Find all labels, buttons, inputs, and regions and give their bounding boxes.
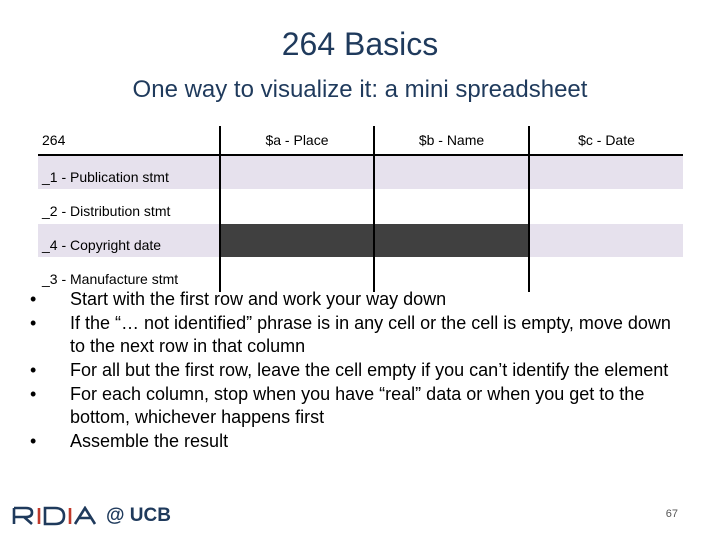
table-cell [374,190,529,224]
row-label: _3 - Manufacture stmt [42,271,179,287]
table-cell [529,258,683,292]
table-cell-blocked [374,224,529,258]
table-row [38,258,683,292]
list-item [28,288,688,311]
table-row [38,155,683,190]
table-cell [529,155,683,190]
list-item [28,383,688,429]
list-item [28,359,688,382]
row-label: _4 - Copyright date [38,224,220,258]
mini-spreadsheet [38,126,683,292]
header-264: 264 [38,126,220,155]
bullet-icon: • [30,431,37,451]
bullet-icon: • [30,313,37,333]
bullet-icon: • [30,384,37,404]
table-cell [529,190,683,224]
rda-logo-icon [12,506,98,526]
slide-title: 264 Basics [281,26,439,62]
table-cell [529,224,683,258]
table-row [38,190,683,224]
header-row [38,126,683,155]
bullet-icon: • [30,289,37,309]
table-cell [374,155,529,190]
row-label: _2 - Distribution stmt [42,203,171,219]
instruction-list [28,288,688,454]
header-place: $a - Place [220,126,374,155]
table-cell-blocked [220,224,374,258]
list-item-text: For each column, stop when you have “real” data or when you get to the bottom, whichever happens first [70,384,645,427]
list-item-text: For all but the first row, leave the cell empty if you can’t identify the element [70,360,669,380]
row-label: _1 - Publication stmt [38,155,220,190]
list-item [28,430,688,453]
list-item-text: Assemble the result [70,431,229,451]
bullet-icon: • [30,360,37,380]
slide-subtitle: One way to visualize it: a mini spreadsheet [132,76,588,103]
footer-suffix: @ UCB [106,505,171,526]
header-date: $c - Date [529,126,683,155]
list-item-text: If the “… not identified” phrase is in any cell or the cell is empty, move down to the next row in that column [70,313,671,356]
table-cell [220,155,374,190]
table-cell [220,190,374,224]
table-cell [220,258,374,292]
table-row [38,224,683,258]
table-cell [374,258,529,292]
page-number: 67 [665,508,678,520]
list-item-text: Start with the first row and work your way down [70,289,447,309]
rda-logo [12,503,171,529]
list-item [28,312,688,358]
header-name: $b - Name [374,126,529,155]
